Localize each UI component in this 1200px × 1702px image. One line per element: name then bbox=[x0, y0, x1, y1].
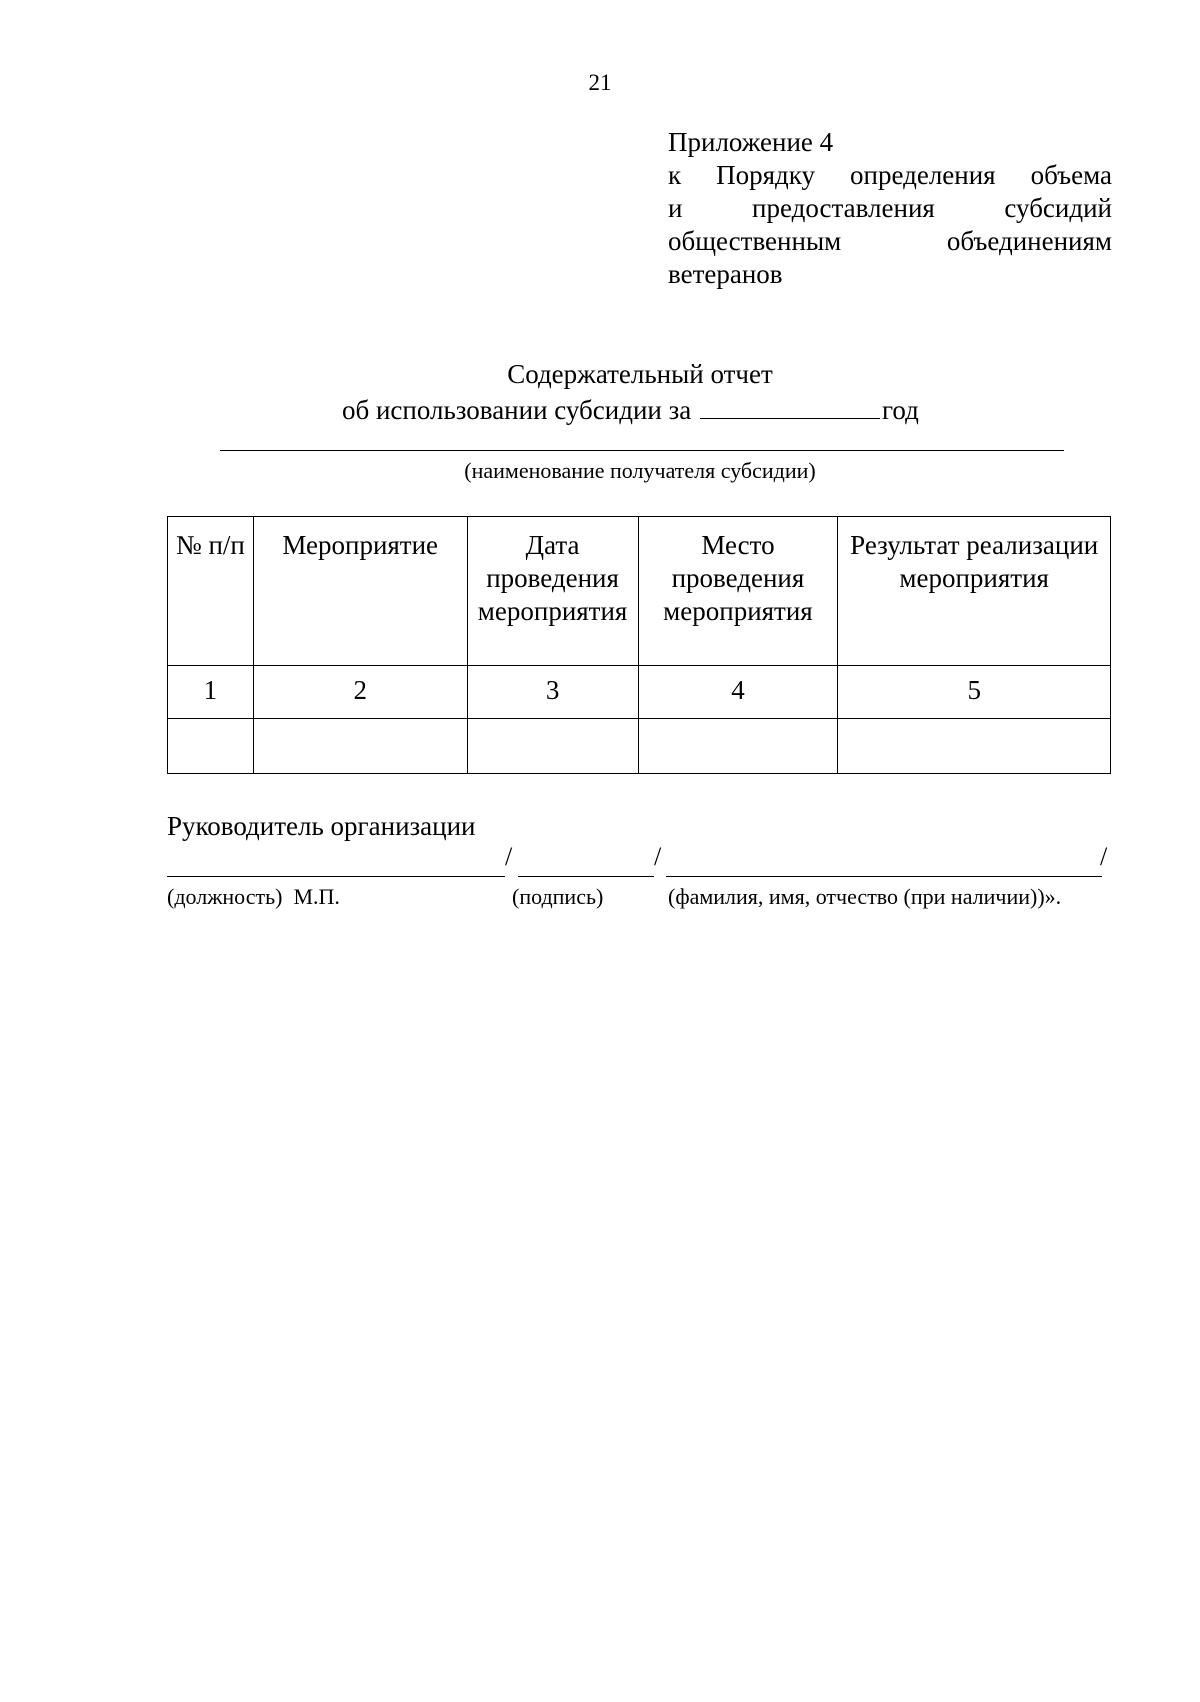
appendix-header bbox=[668, 126, 1112, 291]
column-number: 1 bbox=[168, 666, 254, 719]
signer-label: Руководитель организации bbox=[167, 811, 476, 841]
period-year-blank[interactable] bbox=[700, 392, 880, 419]
column-header-place: Место проведения мероприятия bbox=[638, 517, 838, 666]
signature-blank[interactable] bbox=[518, 848, 654, 877]
position-caption: (должность) М.П. bbox=[167, 884, 340, 909]
period-suffix: год bbox=[882, 395, 919, 425]
separator-slash: / bbox=[1100, 842, 1108, 871]
separator-slash: / bbox=[505, 842, 513, 871]
appendix-line: ветеранов bbox=[668, 259, 783, 289]
appendix-line: и предоставления субсидий bbox=[668, 193, 1112, 223]
table-header-row bbox=[168, 517, 1111, 666]
period-prefix: об использовании субсидии за bbox=[342, 395, 692, 425]
separator-slash: / bbox=[654, 842, 662, 871]
report-period-line bbox=[342, 392, 919, 426]
empty-cell[interactable] bbox=[253, 719, 467, 774]
column-header-event: Мероприятие bbox=[253, 517, 467, 666]
empty-cell[interactable] bbox=[838, 719, 1111, 774]
report-title: Содержательный отчет bbox=[507, 359, 773, 389]
empty-cell[interactable] bbox=[168, 719, 254, 774]
column-header-number: № п/п bbox=[168, 517, 254, 666]
column-number-row bbox=[168, 666, 1111, 719]
column-header-date: Дата проведения мероприятия bbox=[467, 517, 638, 666]
page-number: 21 bbox=[588, 70, 612, 95]
column-number: 5 bbox=[838, 666, 1111, 719]
full-name-caption: (фамилия, имя, отчество (при наличии))». bbox=[668, 884, 1062, 909]
report-table bbox=[167, 516, 1111, 774]
table-row bbox=[168, 719, 1111, 774]
appendix-line: к Порядку определения объема bbox=[668, 160, 1112, 190]
recipient-name-blank[interactable] bbox=[220, 450, 1064, 451]
full-name-blank[interactable] bbox=[666, 848, 1102, 877]
empty-cell[interactable] bbox=[467, 719, 638, 774]
empty-cell[interactable] bbox=[638, 719, 838, 774]
column-number: 2 bbox=[253, 666, 467, 719]
column-header-result: Результат реализации мероприятия bbox=[838, 517, 1111, 666]
signature-caption: (подпись) bbox=[512, 884, 604, 909]
position-blank[interactable] bbox=[167, 848, 505, 877]
recipient-caption: (наименование получателя субсидии) bbox=[464, 458, 816, 483]
appendix-line: общественным объединениям bbox=[668, 226, 1112, 256]
appendix-title: Приложение 4 bbox=[668, 127, 834, 157]
column-number: 3 bbox=[467, 666, 638, 719]
column-number: 4 bbox=[638, 666, 838, 719]
